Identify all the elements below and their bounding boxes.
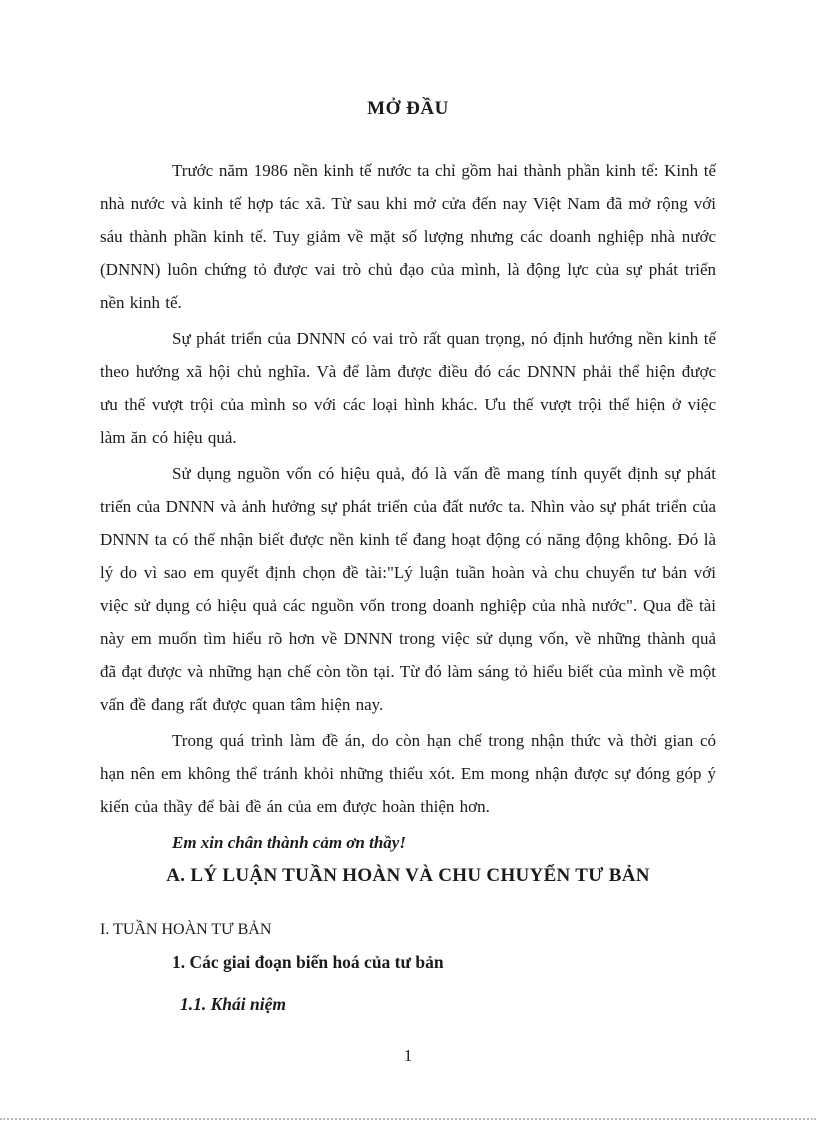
body-paragraph-3: Sử dụng nguồn vốn có hiệu quả, đó là vấn đề mang tính quyết định sự phát triển của DNNN và ảnh hưởng sự phát triển của đất nước ta. Nhìn vào sự phát triển của DNNN ta có thể nhận biết được nền kinh tế đang hoạt động có năng động không. Đó là lý do vì sao em quyết định chọn đề tài:"Lý luận tuần hoàn và chu chuyển tư bản với việc sử dụng có hiệu quả các nguồn vốn trong doanh nghiệp của nhà nước". Qua đề tài này em muốn tìm hiểu rõ hơn về DNNN trong việc sử dụng vốn, về những thành quả đã đạt được và những hạn chế còn tồn tại. Từ đó làm sáng tỏ hiểu biết của mình về một vấn đề đang rất được quan tâm hiện nay. (100, 464, 716, 714)
heading-1-cac-giai-doan: 1. Các giai đoạn biến hoá của tư bản (172, 952, 444, 972)
body-paragraph-2: Sự phát triển của DNNN có vai trò rất quan trọng, nó định hướng nền kinh tế theo hướng xã hội chủ nghĩa. Và để làm được điều đó các DNNN phải thể hiện được ưu thế vượt trội của mình so với các loại hình khác. Ưu thế vượt trội thể hiện ở việc làm ăn có hiệu quả. (100, 329, 716, 447)
heading-i-tuan-hoan-tu-ban: I. TUẦN HOÀN TƯ BẢN (100, 921, 272, 938)
page-number: 1 (403, 1046, 413, 1065)
heading-1-1-khai-niem: 1.1. Khái niệm (180, 994, 286, 1014)
page-title: MỞ ĐẦU (367, 98, 449, 119)
thanks-note: Em xin chân thành cảm ơn thầy! (172, 833, 406, 852)
page-bottom-divider (0, 1118, 816, 1120)
section-heading-a: A. LÝ LUẬN TUẦN HOÀN VÀ CHU CHUYỂN TƯ BẢN (166, 865, 650, 886)
body-paragraph-1: Trước năm 1986 nền kinh tế nước ta chỉ gồm hai thành phần kinh tế: Kinh tế nhà nước và kinh tế hợp tác xã. Từ sau khi mở cửa đến nay Việt Nam đã mở rộng với sáu thành phần kinh tế. Tuy giảm về mặt số lượng nhưng các doanh nghiệp nhà nước (DNNN) luôn chứng tỏ được vai trò chủ đạo của mình, là động lực của sự phát triển nền kinh tế. (100, 161, 716, 312)
body-paragraph-4: Trong quá trình làm đề án, do còn hạn chế trong nhận thức và thời gian có hạn nên em không thể tránh khỏi những thiếu xót. Em mong nhận được sự đóng góp ý kiến của thầy để bài đề án của em được hoàn thiện hơn. (100, 731, 716, 816)
